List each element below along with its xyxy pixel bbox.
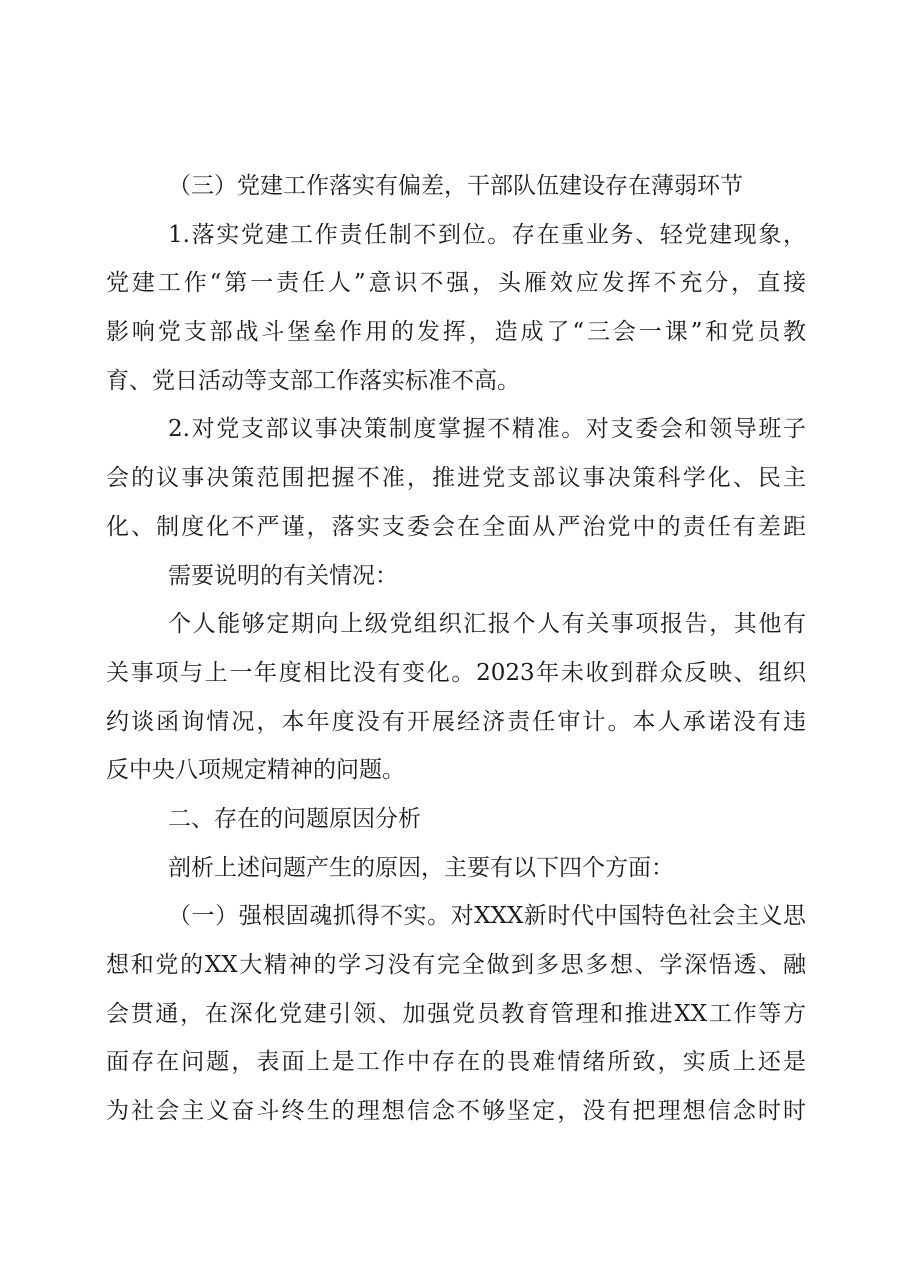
section-subheading: 二、存在的问题原因分析 — [168, 805, 421, 832]
paragraph-line: 会的议事决策范围把握不准，推进党支部议事决策科学化、民主 — [106, 465, 806, 492]
paragraph-line: 关事项与上一年度相比没有变化。2023年未收到群众反映、组织 — [106, 659, 806, 686]
paragraph-line: 会贯通，在深化党建引领、加强党员教育管理和推进XX工作等方 — [106, 1000, 806, 1027]
paragraph-line: 影响党支部战斗堡垒作用的发挥，造成了“三会一课”和党员教 — [106, 319, 806, 346]
paragraph-line: 约谈函询情况，本年度没有开展经济责任审计。本人承诺没有违 — [106, 708, 806, 735]
paragraph-line: 想和党的XX大精神的学习没有完全做到多思多想、学深悟透、融 — [106, 952, 806, 978]
paragraph-line: 面存在问题，表面上是工作中存在的畏难情绪所致，实质上还是 — [106, 1049, 806, 1076]
paragraph-line: 需要说明的有关情况： — [168, 562, 398, 589]
paragraph-line: 个人能够定期向上级党组织汇报个人有关事项报告，其他有 — [168, 611, 806, 638]
document-body — [106, 162, 806, 1136]
paragraph-line: 剖析上述问题产生的原因，主要有以下四个方面： — [168, 854, 674, 881]
paragraph-line: 为社会主义奋斗终生的理想信念不够坚定，没有把理想信念时时 — [106, 1098, 806, 1125]
paragraph-line: 党建工作“第一责任人”意识不强，头雁效应发挥不充分，直接 — [106, 270, 806, 297]
paragraph-line: 化、制度化不严谨，落实支委会在全面从严治党中的责任有差距 — [106, 513, 806, 540]
paragraph-line: 2.对党支部议事决策制度掌握不精准。对支委会和领导班子 — [168, 416, 806, 443]
paragraph-line: 育、党日活动等支部工作落实标准不高。 — [106, 367, 520, 394]
paragraph-line: 反中央八项规定精神的问题。 — [106, 757, 405, 784]
paragraph-line: （一）强根固魂抓得不实。对XXX新时代中国特色社会主义思 — [168, 903, 806, 930]
paragraph-line: 1.落实党建工作责任制不到位。存在重业务、轻党建现象， — [168, 221, 806, 248]
section-heading: （三）党建工作落实有偏差，干部队伍建设存在薄弱环节 — [168, 173, 743, 199]
